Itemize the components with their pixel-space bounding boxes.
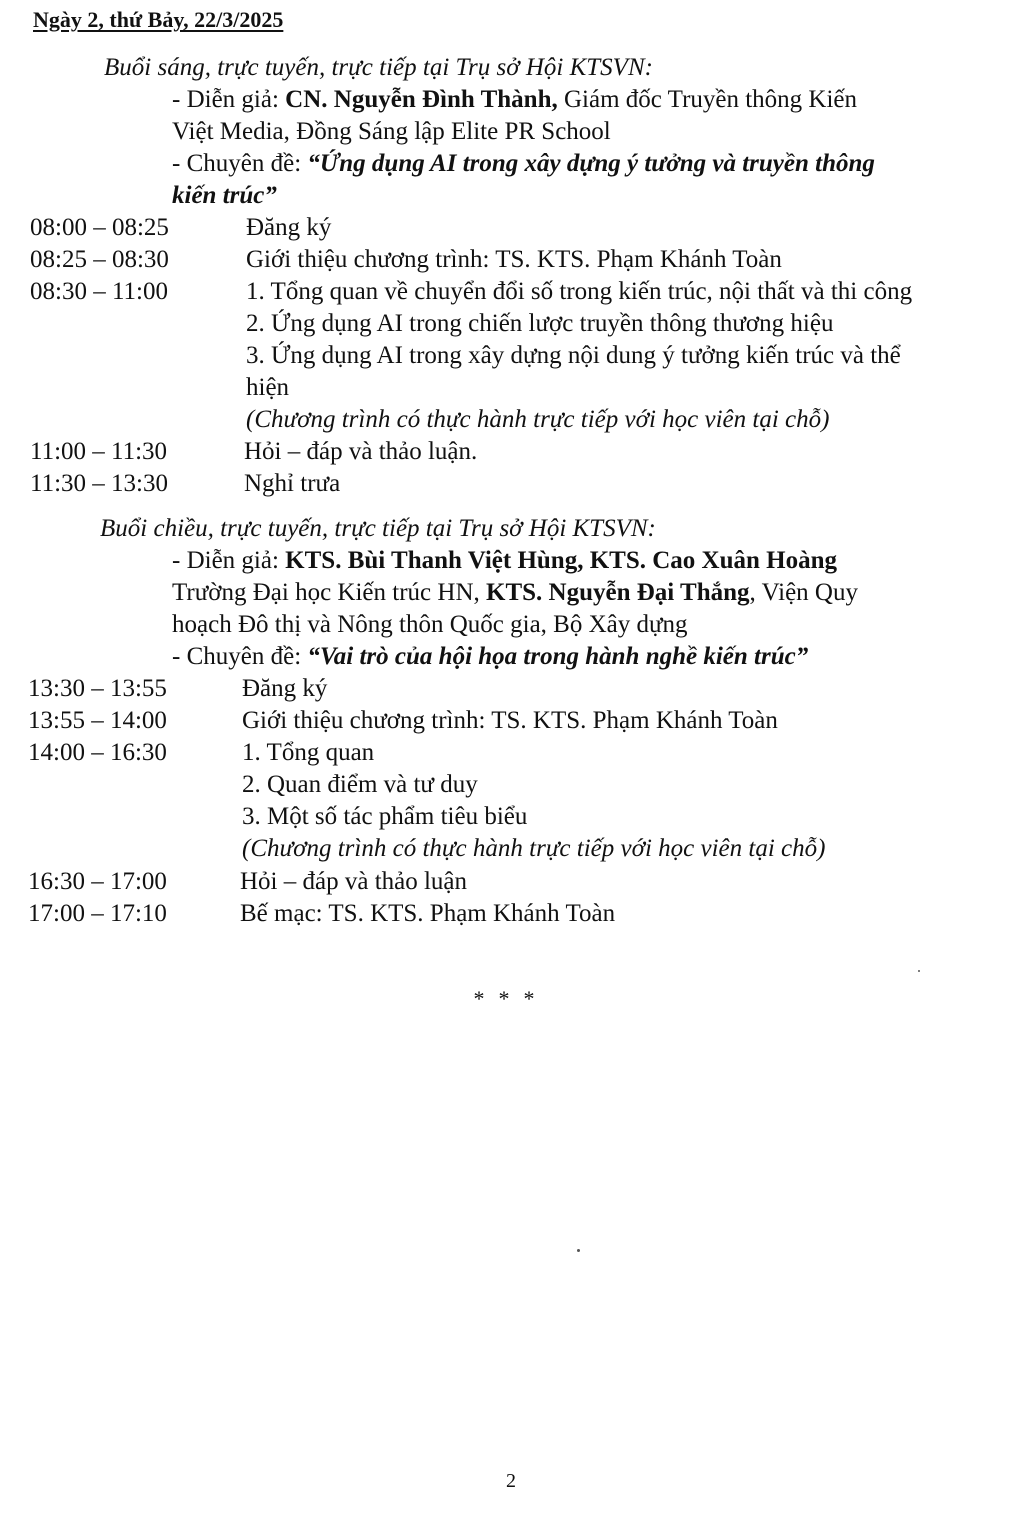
afternoon-topic: “Vai trò của hội họa trong hành nghề kiến trúc” bbox=[307, 643, 809, 670]
schedule-time: 08:25 – 08:30 bbox=[30, 246, 169, 273]
schedule-time: 11:30 – 13:30 bbox=[30, 470, 168, 497]
schedule-activity: 1. Tổng quan bbox=[242, 739, 375, 766]
speaker-prefix: - Diễn giả: bbox=[172, 547, 286, 574]
afternoon-speaker-affiliation: Trường Đại học Kiến trúc HN, bbox=[172, 579, 487, 606]
schedule-time: 13:30 – 13:55 bbox=[28, 675, 167, 702]
morning-topic-line-1 bbox=[172, 148, 875, 180]
schedule-time: 16:30 – 17:00 bbox=[28, 868, 167, 895]
morning-topic: “Ứng dụng AI trong xây dựng ý tưởng và truyền thông bbox=[307, 150, 875, 177]
practice-note: (Chương trình có thực hành trực tiếp với học viên tại chỗ) bbox=[246, 406, 830, 433]
morning-speaker-role: Giám đốc Truyền thông Kiến bbox=[557, 86, 858, 113]
page-number: 2 bbox=[506, 1470, 516, 1492]
schedule-activity: hiện bbox=[246, 374, 290, 401]
schedule-time: 08:00 – 08:25 bbox=[30, 214, 169, 241]
schedule-activity: Giới thiệu chương trình: TS. KTS. Phạm Khánh Toàn bbox=[242, 707, 778, 734]
schedule-time: 08:30 – 11:00 bbox=[30, 278, 168, 305]
schedule-activity: 3. Một số tác phẩm tiêu biểu bbox=[242, 803, 528, 830]
morning-topic-line-2: kiến trúc” bbox=[172, 182, 277, 209]
schedule-time: 13:55 – 14:00 bbox=[28, 707, 167, 734]
schedule-time: 14:00 – 16:30 bbox=[28, 739, 167, 766]
afternoon-speaker-line-2 bbox=[172, 577, 858, 609]
schedule-activity: Hỏi – đáp và thảo luận bbox=[240, 868, 468, 895]
speaker-prefix: - Diễn giả: bbox=[172, 86, 286, 113]
afternoon-speaker-line-1 bbox=[172, 545, 837, 577]
schedule-time: 11:00 – 11:30 bbox=[30, 438, 168, 465]
afternoon-topic-line bbox=[172, 641, 808, 673]
schedule-activity: Giới thiệu chương trình: TS. KTS. Phạm Khánh Toàn bbox=[246, 246, 782, 273]
afternoon-session-title: Buổi chiều, trực tuyến, trực tiếp tại Trụ sở Hội KTSVN: bbox=[100, 515, 656, 542]
afternoon-speaker-name: KTS. Nguyễn Đại Thắng bbox=[486, 579, 750, 606]
schedule-activity: 3. Ứng dụng AI trong xây dựng nội dung ý tưởng kiến trúc và thể bbox=[246, 342, 901, 369]
morning-session-title: Buổi sáng, trực tuyến, trực tiếp tại Trụ sở Hội KTSVN: bbox=[104, 54, 653, 81]
scan-speck bbox=[577, 1249, 580, 1252]
topic-prefix: - Chuyên đề: bbox=[172, 150, 308, 177]
schedule-activity: Bế mạc: TS. KTS. Phạm Khánh Toàn bbox=[240, 900, 616, 927]
schedule-activity: 2. Ứng dụng AI trong chiến lược truyền thông thương hiệu bbox=[246, 310, 834, 337]
schedule-activity: 1. Tổng quan về chuyển đổi số trong kiến trúc, nội thất và thi công bbox=[246, 278, 913, 305]
schedule-activity: 2. Quan điểm và tư duy bbox=[242, 771, 478, 798]
morning-speaker-line-2: Việt Media, Đồng Sáng lập Elite PR School bbox=[172, 118, 611, 145]
morning-speaker-line-1 bbox=[172, 84, 857, 116]
schedule-activity: Đăng ký bbox=[242, 675, 328, 702]
schedule-activity: Nghỉ trưa bbox=[244, 470, 341, 497]
scan-speck bbox=[918, 970, 920, 972]
schedule-activity: Đăng ký bbox=[246, 214, 332, 241]
schedule-activity: Hỏi – đáp và thảo luận. bbox=[244, 438, 478, 465]
morning-speaker-name: CN. Nguyễn Đình Thành, bbox=[285, 86, 558, 113]
section-separator: *** bbox=[473, 986, 549, 1011]
afternoon-speaker-affiliation-2: , Viện Quy bbox=[749, 579, 858, 606]
topic-prefix: - Chuyên đề: bbox=[172, 643, 308, 670]
afternoon-speaker-line-3: hoạch Đô thị và Nông thôn Quốc gia, Bộ Xây dựng bbox=[172, 611, 688, 638]
schedule-time: 17:00 – 17:10 bbox=[28, 900, 167, 927]
day-heading: Ngày 2, thứ Bảy, 22/3/2025 bbox=[33, 7, 284, 32]
practice-note: (Chương trình có thực hành trực tiếp với học viên tại chỗ) bbox=[242, 835, 826, 862]
afternoon-speaker-names: KTS. Bùi Thanh Việt Hùng, KTS. Cao Xuân Hoàng bbox=[285, 547, 837, 574]
